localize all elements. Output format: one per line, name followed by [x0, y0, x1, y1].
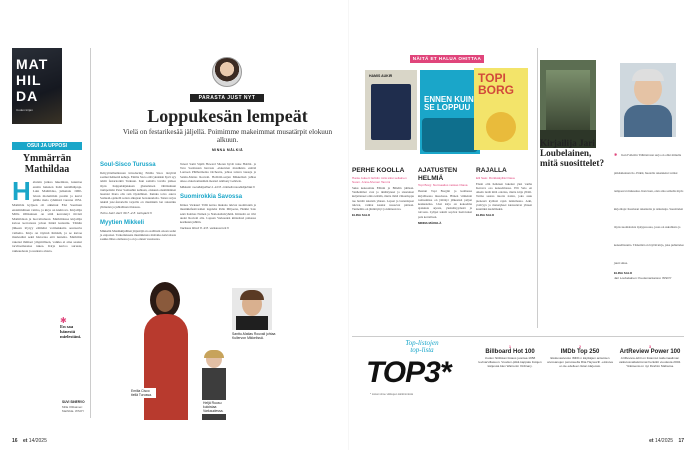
footer-left-page: 16	[12, 438, 18, 444]
top3-footnote: * Listat viime viikkojen kärkinimistä	[370, 392, 413, 396]
author-section-caption: Jari Loubelainen: Kuolemantanssi. WSOY	[614, 276, 672, 280]
quote-asterisk-icon: ✱	[60, 316, 67, 325]
left-quote: En saa hänestä mielestäni.	[60, 324, 82, 340]
top-lists-label-2: top-lista	[410, 346, 434, 354]
photo-caption-santtu: Santtu-Matias Rouvali johtaa Kullervon Mikkelissä.	[232, 332, 276, 340]
right-col3-sub: Elli Salo: Rörkkäkylliä Otava	[476, 175, 515, 180]
center-tag-text: PARASTA JUST NYT	[198, 95, 256, 101]
footer-right	[649, 438, 684, 444]
left-quote-box	[60, 318, 86, 340]
book-cover-ennen-kuin	[420, 70, 480, 154]
col1-body-turku: Debyyttialbumistaan introducing Emilia Sisco ilotyttää saamut hehkeitä kehuja. Emilia Sisco elää yksinkin hyvä syy tehdä festariretkiä Turkuun. Kun samalla lavalla pääsee myös huippulahjakkaan ghanalaisen tähtilauluun trumpetistin Peter Somuahin kehiaan, elokuun ensimmäinen lauantai iltana olla rein täydellinen. Kuinka toivo auuva Somuah-ojentelli soiton alkujaan borsakuulolta. Turun ravjas tekkää jazz-festariella tarjoilla on musiikkin lon rakastiku ylimielen ja juhlallinen tilaisuus.	[100, 171, 176, 209]
right-col2-sub: Topi Borg: Normaalius raskas Otava	[418, 183, 468, 188]
left-article-title: Ymmärrän Mathildaa	[22, 153, 72, 175]
author-section	[540, 138, 610, 168]
dropcap: H	[12, 180, 31, 206]
top-list-rank-1: 1	[508, 344, 512, 349]
center-title: Loppukesän lempeät	[147, 106, 308, 126]
right-tag-text: NÄITÄ ET HALUA OHITTAA	[412, 56, 482, 61]
right-tag	[410, 55, 484, 63]
right-col2-head: AJATUSTEN HELMIÄ	[418, 167, 458, 182]
author-section-body: Ken Follettin Tähtitaivaan sarja on ollut minulle pitkäaikainen ilo. Pitkät, huolella rakennetut tarinat tempaavat mukaansa. Kun luen, olen aina samalla myös kirjoittaja: huomaan rakenteita ja ratkaisuja. Suosittelen myös suomalaista nykyproosaa, jossa on uskallusta ja kokeellisuutta. Tärkeintä on löytää kirja, joka puhuttelee juuri sinua.	[614, 153, 684, 265]
footer-right-page: 17	[678, 438, 684, 444]
col2-head-savo: Suomirokkia Savossa	[180, 194, 243, 201]
top-list-desc-1: Uuden hittilistan listaus juontaa 1958 levinarvillasuon. Vuoden-pitkä kappale listojen kärjessä Alex Warrenin Ordinary.	[478, 356, 542, 369]
right-col2-byline: MINNA MÄKELÄ	[418, 220, 442, 225]
book-cover-title-line3: DA	[16, 88, 39, 104]
col2-caption-mikkeli: Mikkelin musiikkijuhlat 1.-10.8. mikkelinmusiikkijuhlat.fi	[180, 185, 255, 190]
right-col-3	[476, 167, 532, 217]
book-cover-subtitle: Uuden kirjan	[16, 108, 33, 112]
top3-big-title: TOP3*	[366, 356, 451, 389]
author-portrait-jari	[620, 63, 676, 137]
center-col-2	[180, 162, 256, 230]
footer-left	[12, 438, 47, 444]
left-article-text: aluisin jutkaa lukemista, kuuntaa ensiin haksien lisää tenäähtäpnja. Luin Mathildaa, julkaistu 1960-luvun molemmin puolin ja kasvi päälle melo ryhmistä vuonna 1952. Mathilda kyljeen oli aikkinut Elsi Saarinen ensimmäinen vaimo, ja kirja on kiehtova. Kirjailija Milla Ollikainen on siitä kerrannyt tiivisti Mathildaan ja luovaltuluosi. Mathildassa kirjailija kuvaa kerrotusta johon häntä kutsuttu. Tämän jälkeen löytyy elämäni voimakkaita seuraavia vaiheita. Kirja on täynnä ihmisiä, ja se kuvaa mielestäni sekä historiaa että tunteita. Mathilda rakensi ihmiset ympärilleen, vaikka ei aina saanut tarvitsemaansa tukea. Kirja kertoo surusta, rakkaudesta ja uudesta alusta.	[12, 180, 82, 253]
footer-left-issue: 14/2025	[28, 438, 47, 444]
col1-head-mikkeli: Myytien Mikkeli	[100, 220, 145, 227]
col2-body-savo: Kitkos Varkaus! Tällä kertaa mukana tulevat suomirokin ja musiikkifestivaalien legendat Pelle Miljoona, Heikki Salo sekä Kolmas Nainen ja Nationalistiryhmä. Kiinteää on tiivi uudet Rouvali alla. Lapuan Varkauden kiinteässä paikassa kesäkuun juhliin.	[180, 203, 256, 225]
author-section-head: Kirjailija Jari Loubelainen, mitä suosittelet?	[540, 138, 605, 168]
book-cover-title-line1: MAT	[16, 56, 49, 72]
top-list-desc-2: Elokuvasivusto IMDb:n käyttäjien antamien arvosanojen perusteella Rita Hayworth -elokuva ei ole edelleen listan kärjessä.	[547, 356, 613, 369]
section-label-osui	[12, 142, 82, 150]
top-list-desc-3: ArtReview-lehti on listannut taidemaailman vaikutusvaltaisimmat henkilöt vuodesta 2002. Ykkösenä on nyt Ibrahim Mahama.	[618, 356, 682, 369]
top-list-item-1	[477, 344, 543, 369]
photo-caption-helja: Heljä Ruusu kuloistaa Varkaudessa.	[202, 400, 234, 414]
photo-caption-emilia: Emilia Cisco tiellä Turussa.	[130, 388, 156, 398]
right-col1-sub: Hanie Aukert: Eriklin mirä siksi sellainen Suom. Anna Ahonen Tammi	[352, 175, 407, 184]
author-asterisk-icon: ✱	[614, 152, 618, 157]
top-list-item-2	[547, 344, 613, 369]
col1-head-turku: Soul-Sisco Turussa	[100, 162, 156, 168]
footer-right-issue: 14/2025	[654, 438, 674, 444]
top-lists-label-1: Top-listojen	[405, 339, 439, 347]
left-caption: Milla Ollikainen: Mathilda. WSOY	[62, 405, 85, 413]
right-col3-byline: ELINA SALO	[476, 213, 495, 218]
center-subtitle: Vielä on festarikesää jäljellä. Poimimme makeimmat musatärpit elokuun alkuun.	[122, 128, 333, 145]
photo-emilia-sisco	[136, 278, 196, 420]
right-col-2	[418, 167, 472, 225]
mathilda-book-cover	[12, 48, 62, 124]
top-list-title-3: ArtReview Power 100	[619, 349, 681, 355]
top-list-item-3	[617, 344, 683, 369]
center-col-1	[100, 162, 176, 242]
section-label-text: OSUI JA UPPOSI	[26, 143, 68, 149]
book-cover-ennen-title: ENNEN KUIN SE LOPPUU	[424, 95, 474, 112]
top-lists-section	[352, 338, 684, 418]
book-cover-topi-borg	[474, 68, 528, 150]
author-section-byline: ELINA SALO	[614, 271, 633, 275]
col1-caption-turku: Turku Jazz Jazz 30.7.-2.8. turkujazz.fi	[100, 210, 152, 215]
top-list-rank-3: 3	[648, 344, 652, 349]
right-col-1	[352, 167, 414, 217]
right-col2-body: Ihastun Topi Borgiin jo kolmessa kirjallisessa muodossa. Hänen viimeisin romaaninsa on jättänyt jälkeensä paljon keskustelua. Uusi kirja on kokoelma ajatuksia arjesta, yksinäisyydestä ja toivosta. Lyhyet tekstit sopivat luettavaksi pala kerrallaan.	[418, 189, 472, 219]
book-cover-title-line2: HIL	[16, 72, 42, 88]
author-section-text	[614, 143, 684, 280]
book-cover-eriklin-author: HAMIS AUKIR	[369, 74, 393, 78]
col2-caption-savo: Varkaus Rock 8.-9.8. varkausrock.fi	[180, 226, 229, 231]
right-col3-head: RAJALLA	[476, 167, 507, 174]
photo-santtu-matias	[232, 288, 272, 330]
left-byline: SUVI SINERVO	[62, 400, 85, 404]
footer-right-mag: et	[649, 438, 654, 444]
book-cover-rajalla	[540, 60, 596, 148]
center-author-avatar	[212, 57, 242, 87]
left-article-body	[12, 180, 82, 410]
right-col1-head: PERHE KOOLLA	[352, 167, 405, 174]
book-cover-borg-title: TOPI BORG	[478, 71, 514, 97]
right-col3-body: Ensin olin hetkisen lukenut yksi vanha Kerrava osa kokoelmassa. Elli Salo en oikein tiedä mitä odottaa, mutta kirja yllätti. Tarina seuraa nuorta naista, joka asuu pienessä kylässä rajan tuntumassa. Arki, ystävyys ja menetykset kietoutuvat yhteen kauniiksi kudelmaksi.	[476, 181, 532, 212]
col2-body-mikkeli: Tenori Sami Sipilä Howard Shoren hyvät tulee Hobbit- ja Taru Sormusten herrasta -elokuvien musiikista esittää Lontoon Philharmonia Orchestra, johtaa taitava lausuja ja Santtu-Matias Rouvali. Hobbitti-sarjan Mikkelissä juhlaa aikoo elokuvamusiikin mestari Anthony Gabriele.	[180, 162, 256, 183]
top-list-rank-2: 2	[578, 344, 582, 349]
top-list-title-2: IMDb Top 250	[560, 349, 600, 355]
book-cover-eriklin	[365, 70, 417, 150]
center-tag	[190, 94, 264, 102]
footer-left-mag: et	[22, 438, 28, 444]
right-col1-body: Suku kokoontuu Ellinin ja Bändin juhlaan. Vanhemmat ovat jo ikääntyneet ja sisarukset kuljettaneet omia teitään, mutta tämä viikonloppu tuo heidät takaisin yhteen. Lapset ja lastenlapset tulevat, vanhat kaunat nousevat pintaan. Tunnelma on jännittynyt ja kiinnostava.	[352, 186, 414, 212]
right-col1-byline: ELINA SALO	[352, 213, 371, 218]
center-author: MINNA MÄLKIÄ	[211, 148, 244, 152]
top-lists-label	[392, 340, 452, 354]
top-list-title-1: Billboard Hot 100	[485, 349, 535, 355]
col1-body-mikkeli: Mikkelin Musiikkijuhlien järjestäjä on osallinsin otteen sadut ja esipotuet. Tarkoituksena musiikkiasta maltaiko kalevalasta saakka lähes olemassa ja on jo ennen vuosisataa.	[100, 229, 176, 242]
